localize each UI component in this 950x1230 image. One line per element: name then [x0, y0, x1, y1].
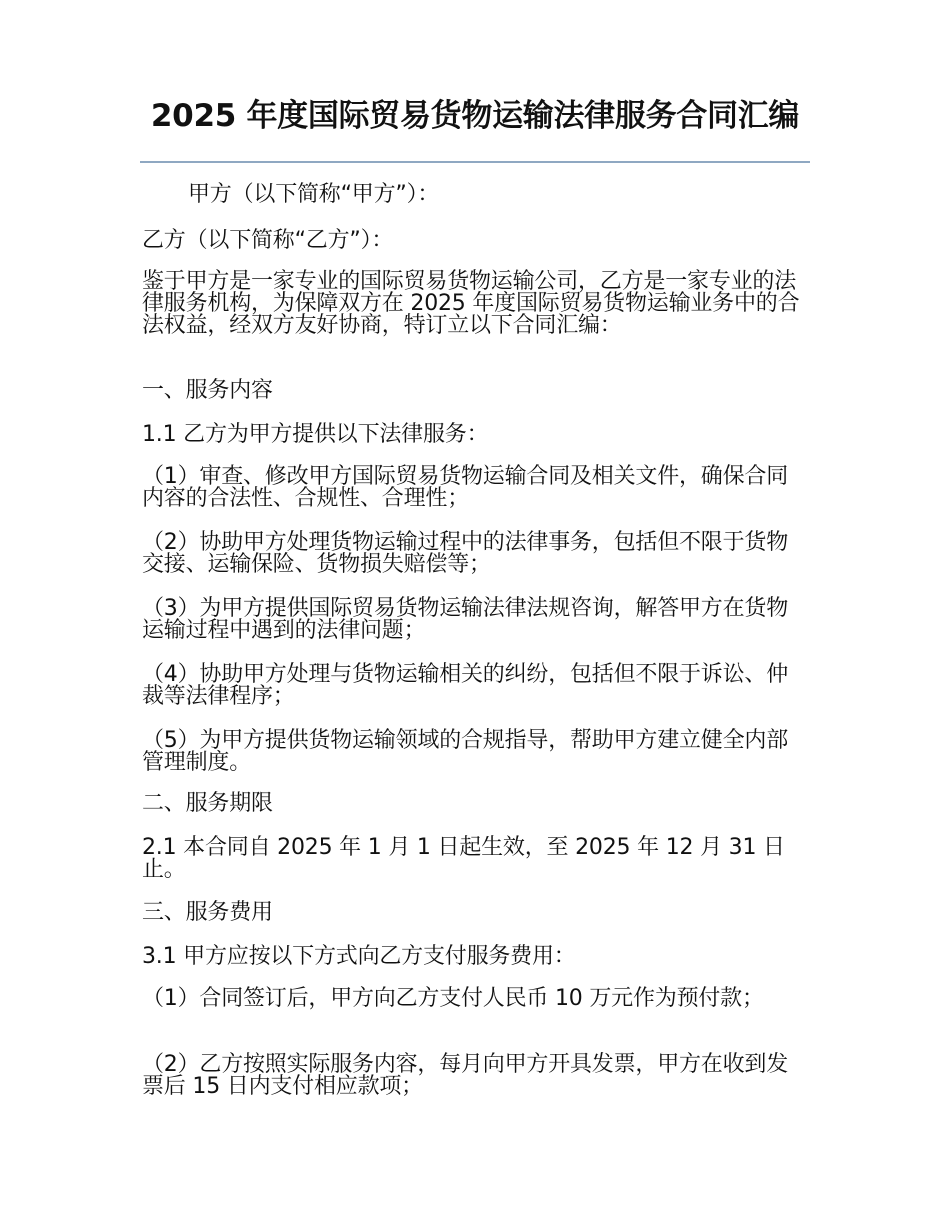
list-item: （1）合同签订后，甲方向乙方支付人民币 10 万元作为预付款； [142, 986, 764, 1011]
list-item: （1）审查、修改甲方国际贸易货物运输合同及相关文件，确保合同内容的合法性、合规性、合理性； [142, 464, 788, 511]
party-b-line: 乙方（以下简称“乙方”）： [142, 228, 394, 253]
clause-paragraph: 2.1 本合同自 2025 年 1 月 1 日起生效，至 2025 年 12 月 31 日止。 [142, 835, 785, 882]
list-item: （2）乙方按照实际服务内容，每月向甲方开具发票，甲方在收到发票后 15 日内支付相应款项； [142, 1052, 788, 1099]
list-item: （2）协助甲方处理货物运输过程中的法律事务，包括但不限于货物交接、运输保险、货物损失赔偿等； [142, 530, 788, 577]
document-title: 2025 年度国际贸易货物运输法律服务合同汇编 [150, 98, 800, 134]
preamble-paragraph: 鉴于甲方是一家专业的国际贸易货物运输公司，乙方是一家专业的法律服务机构，为保障双方在 2025 年度国际贸易货物运输业务中的合法权益，经双方友好协商，特订立以下合同汇编： [142, 269, 800, 338]
section-heading: 三、服务费用 [142, 900, 273, 925]
clause-paragraph: 3.1 甲方应按以下方式向乙方支付服务费用： [142, 944, 576, 969]
section-heading: 二、服务期限 [142, 791, 273, 816]
list-item: （3）为甲方提供国际贸易货物运输法律法规咨询，解答甲方在货物运输过程中遇到的法律问题； [142, 596, 788, 643]
party-a-line: 甲方（以下简称“甲方”）： [188, 182, 440, 207]
clause-paragraph: 1.1 乙方为甲方提供以下法律服务： [142, 422, 489, 447]
list-item: （5）为甲方提供货物运输领域的合规指导，帮助甲方建立健全内部管理制度。 [142, 728, 788, 775]
title-underline [140, 161, 810, 163]
section-heading: 一、服务内容 [142, 378, 273, 403]
list-item: （4）协助甲方处理与货物运输相关的纠纷，包括但不限于诉讼、仲裁等法律程序； [142, 662, 788, 709]
